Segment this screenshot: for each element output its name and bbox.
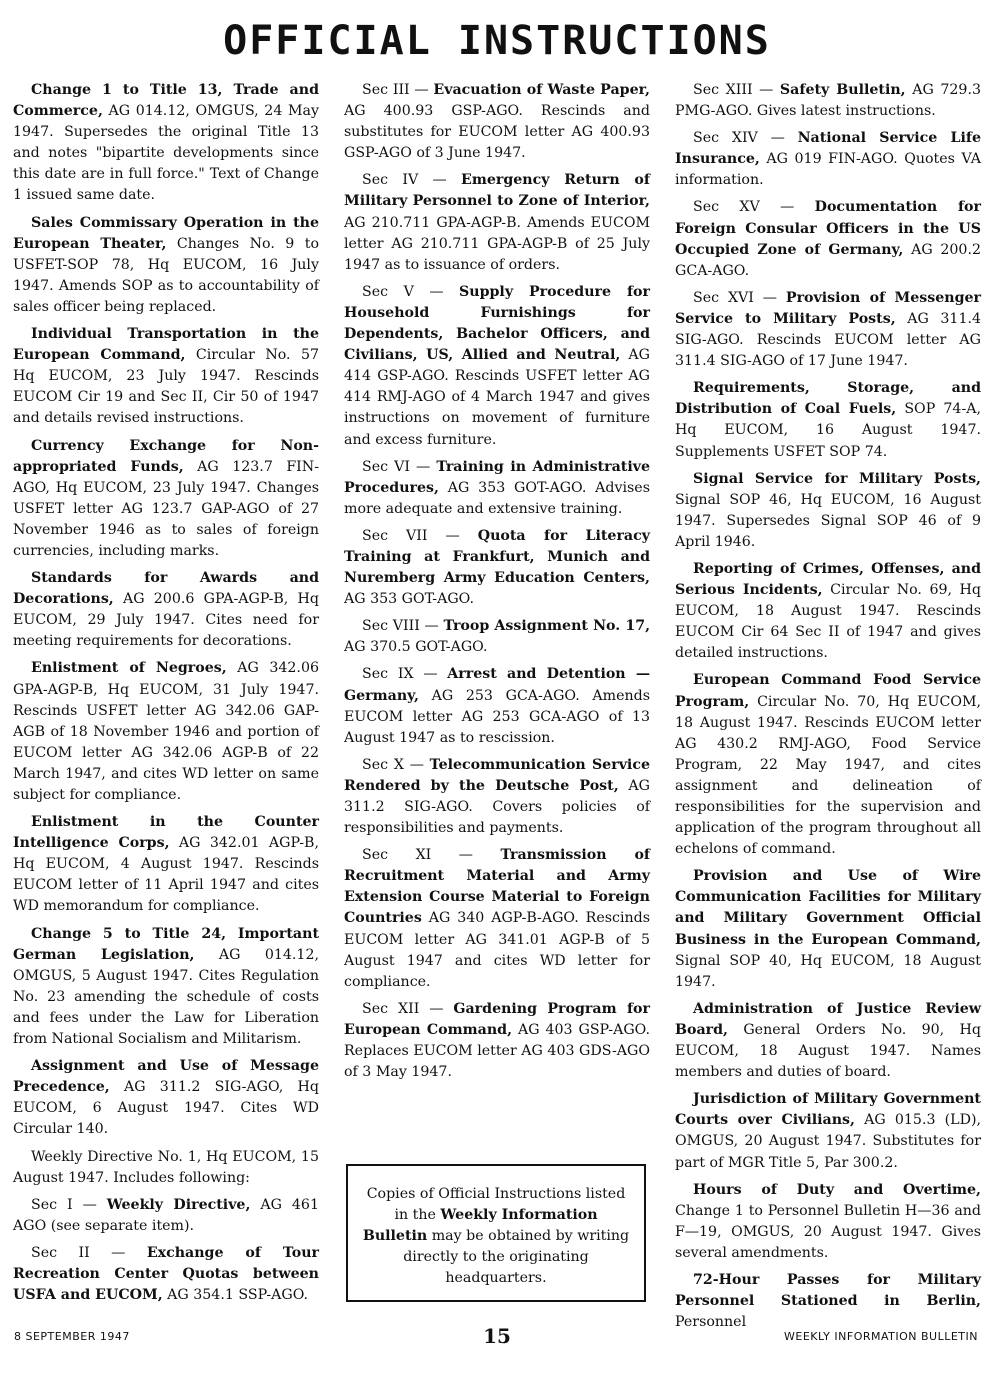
instruction-entry (675, 1180, 981, 1264)
entry-text: AG 403 GSP-AGO. Replaces EUCOM letter AG 403 GDS-AGO of 3 May 1947. (344, 1021, 650, 1081)
instruction-entry (675, 197, 981, 281)
entry-text: AG 014.12, OMGUS, 5 August 1947. Cites Regulation No. 23 amending the schedule of costs and fees under the Law for Liberation from National Socialism and Militarism. (13, 946, 319, 1048)
entry-text: AG 729.3 PMG-AGO. Gives latest instructions. (675, 82, 981, 120)
entry-heading: Enlistment in the Counter Intelligence Corps, (13, 814, 319, 852)
entry-heading: Emergency Return of Military Personnel to Zone of Interior, (344, 172, 650, 210)
page-number: 15 (483, 1324, 511, 1348)
entry-section: Sec II — (31, 1244, 147, 1261)
entry-heading: Signal Service for Military Posts, (693, 470, 981, 487)
entry-text: AG 340 AGP-B-AGO. Rescinds EUCOM letter AG 341.01 AGP-B of 5 August 1947 and cites WD letter for compliance. (344, 910, 650, 990)
entry-heading: Training in Administrative Procedures, (344, 458, 650, 496)
instruction-entry (344, 170, 650, 275)
entry-text: AG 342.01 AGP-B, Hq EUCOM, 4 August 1947. Rescinds EUCOM letter of 11 April 1947 and cites WD memorandum for compliance. (13, 835, 319, 915)
entry-text: General Orders No. 90, Hq EUCOM, 18 August 1947. Names members and duties of board. (675, 1021, 981, 1081)
column-2 (344, 80, 650, 1089)
entry-heading: Arrest and Detention — Germany, (344, 666, 651, 704)
entry-heading: Sales Commissary Operation in the European Theater, (13, 214, 319, 252)
instruction-entry (13, 658, 319, 806)
instruction-entry (13, 213, 319, 318)
entry-heading: Enlistment of Negroes, (31, 660, 227, 677)
instruction-entry (344, 457, 650, 520)
entry-text: AG 015.3 (LD), OMGUS, 20 August 1947. Substitutes for part of MGR Title 5, Par 300.2. (675, 1112, 981, 1171)
entry-heading: Requirements, Storage, and Distribution of Coal Fuels, (675, 380, 981, 418)
entry-section: Sec V — (362, 283, 460, 300)
entry-text: AG 210.711 GPA-AGP-B. Amends EUCOM letter AG 210.711 GPA-AGP-B of 25 July 1947 as to issuance of orders. (344, 214, 650, 273)
entry-text: AG 311.4 SIG-AGO. Rescinds EUCOM letter AG 311.4 SIG-AGO of 17 June 1947. (675, 310, 982, 370)
instruction-entry (13, 812, 319, 917)
instruction-entry (675, 469, 981, 553)
entry-heading: 72-Hour Passes for Military Personnel Stationed in Berlin, (675, 1271, 981, 1310)
entry-heading: National Service Life Insurance, (675, 130, 981, 168)
instruction-entry (13, 924, 319, 1051)
entry-text: Circular No. 57 Hq EUCOM, 23 July 1947. Rescinds EUCOM Cir 19 and Sec II, Cir 50 of 1947 and details revised instructions. (13, 347, 319, 427)
notice-text-pre: Copies of Official Instructions listed in the (366, 1186, 626, 1224)
entry-heading: Jurisdiction of Military Government Courts over Civilians, (675, 1091, 981, 1129)
instruction-entry (675, 866, 981, 993)
instruction-entry (344, 616, 650, 658)
column-3 (675, 80, 981, 1339)
entry-heading: Troop Assignment No. 17, (443, 618, 651, 635)
entry-text: Circular No. 70, Hq EUCOM, 18 August 1947. Rescinds EUCOM letter AG 430.2 RMJ-AGO, Food Service Program, 22 May 1947, and cites assignment and delineation of responsibilities for the supervision and application of the program throughout all echelons of command. (675, 693, 981, 858)
entry-heading: Quota for Literacy Training at Frankfurt, Munich and Nuremberg Army Education Centers, (344, 527, 650, 587)
entry-text: AG 342.06 GPA-AGP-B, Hq EUCOM, 31 July 1947. Rescinds USFET letter AG 342.06 GAP-AGB of 18 November 1946 and portion of EUCOM letter AG 342.06 AGP-B of 22 March 1947, and cites WD letter on same subject for compliance. (13, 660, 319, 803)
entry-heading: Exchange of Tour Recreation Center Quotas between USFA and EUCOM, (13, 1244, 319, 1304)
entry-section: Sec IV — (362, 172, 462, 189)
entry-heading: Hours of Duty and Overtime, (693, 1181, 981, 1198)
instruction-entry (13, 1243, 319, 1306)
entry-text: Changes No. 9 to USFET-SOP 78, Hq EUCOM, 16 July 1947. Amends SOP as to accountability of sales officer being replaced. (13, 235, 319, 315)
entry-section: Sec III — (362, 82, 434, 98)
instruction-entry (675, 559, 981, 664)
entry-text: AG 353 GOT-AGO. Advises more adequate and extensive training. (344, 479, 650, 517)
entry-text: AG 253 GCA-AGO. Amends EUCOM letter AG 253 GCA-AGO of 13 August 1947 as to rescission. (344, 687, 650, 746)
entry-heading: Currency Exchange for Non-appropriated Funds, (13, 437, 319, 475)
instruction-entry (675, 80, 981, 122)
instruction-entry (13, 80, 319, 207)
entry-text: AG 123.7 FIN-AGO, Hq EUCOM, 23 July 1947. Changes USFET letter AG 123.7 GAP-AGO of 27 November 1946 as to sales of foreign currencies, including marks. (13, 458, 319, 559)
entry-heading: Provision of Messenger Service to Military Posts, (675, 289, 981, 327)
entry-heading: Provision and Use of Wire Communication Facilities for Military and Military Government Official Business in the European Command, (675, 868, 981, 948)
entry-heading: Change 5 to Title 24, Important German Legislation, (13, 925, 319, 963)
footer-date: 8 SEPTEMBER 1947 (14, 1330, 130, 1343)
instruction-entry (344, 845, 650, 993)
entry-text: AG 200.2 GCA-AGO. (675, 241, 981, 279)
entry-section: Sec XIII — (693, 82, 780, 98)
entry-section: Sec XII — (362, 1000, 454, 1017)
entry-heading: Change 1 to Title 13, Trade and Commerce, (13, 82, 319, 120)
entry-section: Sec XV — (693, 199, 815, 216)
instruction-entry (13, 1195, 319, 1237)
entry-text: Change 1 to Personnel Bulletin H—36 and F—19, OMGUS, 20 August 1947. Gives several amendments. (675, 1202, 981, 1261)
column-1 (13, 80, 319, 1312)
notice-text-post: may be obtained by writing directly to the originating headquarters. (403, 1228, 630, 1287)
instruction-entry (675, 999, 981, 1083)
entry-text: Signal SOP 46, Hq EUCOM, 16 August 1947. Supersedes Signal SOP 46 of 9 April 1946. (675, 491, 981, 550)
footer-publication: WEEKLY INFORMATION BULLETIN (784, 1330, 978, 1343)
entry-text: SOP 74-A, Hq EUCOM, 16 August 1947. Supplements USFET SOP 74. (675, 401, 981, 460)
entry-section: Sec XI — (362, 847, 501, 864)
instruction-entry (344, 282, 650, 451)
entry-heading: Telecommunication Service Rendered by the Deutsche Post, (344, 756, 650, 794)
entry-heading: European Command Food Service Program, (675, 672, 981, 710)
instruction-entry (675, 378, 981, 462)
instruction-entry (344, 999, 650, 1083)
entry-text: AG 414 GSP-AGO. Rescinds USFET letter AG 414 RMJ-AGO of 4 March 1947 and gives instructions on movement of furniture and excess furniture. (344, 347, 651, 448)
instruction-entry (675, 1089, 981, 1173)
entry-section: Sec X — (362, 756, 430, 773)
entry-heading: Assignment and Use of Message Precedence, (13, 1058, 319, 1096)
notice-box (346, 1164, 646, 1302)
instruction-entry (344, 526, 650, 610)
entry-text: AG 014.12, OMGUS, 24 May 1947. Supersedes the original Title 13 and notes "bipartite developments since this date are in full force." Text of Change 1 issued same date. (13, 103, 319, 204)
entry-text: AG 354.1 SSP-AGO. (162, 1287, 309, 1304)
entry-section: Sec VIII — (362, 618, 444, 635)
instruction-entry (344, 755, 650, 839)
entry-heading: Gardening Program for European Command, (344, 1000, 650, 1038)
entry-section: Sec I — (31, 1196, 107, 1213)
entry-text: Weekly Directive No. 1, Hq EUCOM, 15 August 1947. Includes following: (13, 1148, 319, 1186)
entry-text: AG 400.93 GSP-AGO. Rescinds and substitutes for EUCOM letter AG 400.93 GSP-AGO of 3 June 1947. (344, 103, 650, 162)
entry-section: Sec VII — (362, 527, 478, 544)
page-title: OFFICIAL INSTRUCTIONS (223, 18, 771, 64)
entry-text: AG 370.5 GOT-AGO. (344, 639, 488, 656)
entry-text: AG 019 FIN-AGO. Quotes VA information. (675, 151, 981, 189)
entry-heading: Individual Transportation in the European Command, (13, 326, 319, 364)
instruction-entry (13, 1056, 319, 1140)
instruction-entry (13, 568, 319, 652)
entry-text: Signal SOP 40, Hq EUCOM, 18 August 1947. (675, 952, 981, 990)
instruction-entry (344, 664, 650, 748)
instruction-entry (344, 80, 650, 164)
entry-text: AG 353 GOT-AGO. (344, 591, 474, 608)
entry-heading: Standards for Awards and Decorations, (13, 570, 319, 608)
entry-heading: Safety Bulletin, (779, 82, 906, 98)
instruction-entry (675, 128, 981, 191)
entry-section: Sec VI — (362, 458, 437, 475)
entry-section: Sec XVI — (693, 289, 786, 306)
entry-section: Sec IX — (362, 666, 448, 683)
entry-text: AG 311.2 SIG-AGO. Covers policies of responsibilities and payments. (344, 777, 650, 837)
entry-text: AG 461 AGO (see separate item). (13, 1196, 319, 1234)
entry-heading: Reporting of Crimes, Offenses, and Serious Incidents, (675, 560, 981, 599)
entry-text: AG 200.6 GPA-AGP-B, Hq EUCOM, 29 July 1947. Cites need for meeting requirements for decorations. (13, 591, 319, 650)
entry-section: Sec XIV — (693, 130, 798, 147)
entry-heading: Administration of Justice Review Board, (675, 1000, 981, 1038)
entry-heading: Evacuation of Waste Paper, (433, 82, 650, 98)
instruction-entry (13, 1147, 319, 1189)
entry-heading: Supply Procedure for Household Furnishings for Dependents, Bachelor Officers, and Civilians, US, Allied and Neutral, (344, 283, 650, 364)
instruction-entry (13, 436, 319, 563)
entry-heading: Documentation for Foreign Consular Officers in the US Occupied Zone of Germany, (675, 199, 981, 258)
instruction-entry (675, 288, 981, 372)
entry-text: AG 311.2 SIG-AGO, Hq EUCOM, 6 August 1947. Cites WD Circular 140. (13, 1079, 319, 1138)
entry-text: Personnel (675, 1314, 747, 1331)
entry-text: Circular No. 69, Hq EUCOM, 18 August 1947. Rescinds EUCOM Cir 64 Sec II of 1947 and gives detailed instructions. (675, 582, 981, 662)
instruction-entry (13, 324, 319, 429)
entry-heading: Weekly Directive, (106, 1196, 251, 1213)
entry-heading: Transmission of Recruitment Material and Army Extension Course Material to Foreign Countries (344, 847, 651, 927)
notice-text-bold: Weekly Information Bulletin (362, 1207, 598, 1245)
instruction-entry (675, 670, 981, 860)
